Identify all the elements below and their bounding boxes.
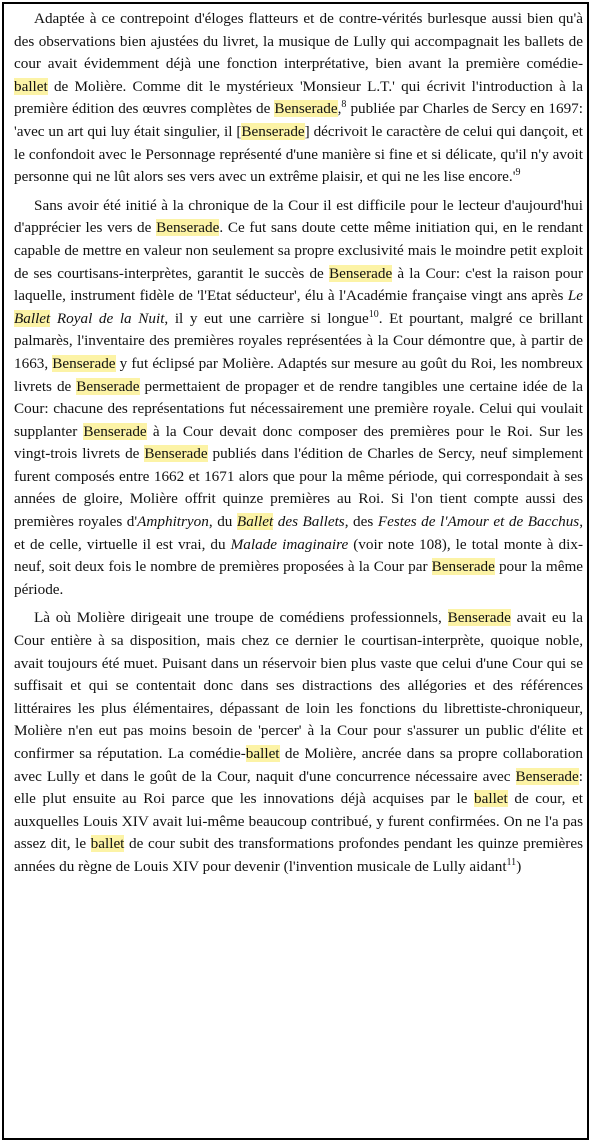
text-run: , du	[208, 513, 237, 531]
text-run: , des	[344, 513, 378, 531]
text-run: . Ce fut sans doute cette même initiation qui, en le rendant capable de mettre en valeur non seulement sa propre exclusivité mais le moindre petit exploit de ses courtisans-interprètes, garantit le succès de	[14, 219, 584, 282]
text-run: ,	[337, 100, 342, 118]
highlighted-term: ballet	[14, 77, 48, 95]
footnote-ref: 11	[506, 856, 517, 868]
text-run: à la Cour: c'est la raison pour laquelle, instrument fidèle de 'l'Etat séducteur', élu à l'Académie française vingt ans après	[14, 264, 583, 305]
footnote-ref: 8	[341, 99, 347, 111]
document-page	[2, 2, 589, 1140]
text-run: publiée par Charles de Sercy en 1697: 'avec un art qui luy était singulier, il [	[14, 100, 583, 140]
highlighted-term: ballet	[90, 835, 125, 853]
text-run: Malade imaginaire	[230, 535, 349, 553]
text-run: Là où Molière dirigeait une troupe de comédiens professionnels,	[34, 609, 448, 627]
highlighted-term: Ballet	[14, 309, 51, 327]
text-run: Festes de l'Amour et de Bacchus	[377, 513, 580, 531]
highlighted-term: Benserade	[515, 767, 579, 785]
highlighted-term: ballet	[245, 745, 280, 762]
text-run: (voir note 108), le total monte à dix-neuf, soit deux fois le nombre de premières proposées à la Cour par	[14, 535, 583, 576]
text-run: , il y eut une carrière si longue	[164, 309, 369, 327]
text-run: Le	[567, 287, 583, 305]
text-run: pour la même période.	[14, 558, 583, 598]
highlighted-term: Benserade	[156, 219, 220, 237]
text-run: de Molière. Comme dit le mystérieux 'Monsieur L.T.' qui écrivit l'introduction à la première édition des œuvres complètes de	[14, 77, 583, 118]
text-run: : elle plut ensuite au Roi parce que les innovations déjà acquises par le	[14, 767, 583, 808]
text-run: ] décrivoit le caractère de celui qui dançoit, et le confondoit avec le Personnage représenté d'une manière si fine et si délicate, qu'il n'y avoit personne qui ne lût alors ses vers avec un extrême plaisir, et qui ne les lise encore.'	[14, 122, 583, 186]
text-run: )	[516, 857, 522, 875]
highlighted-term: Benserade	[328, 264, 393, 282]
highlighted-term: Benserade	[447, 609, 511, 627]
text-run: Adaptée à ce contrepoint d'éloges flatteurs et de contre-vérités burlesque aussi bien qu'à des observations bien ajustées du livret, la musique de Lully qui accompagnait les ballets de cour avait évidemment déjà une fonction interprétative, bien avant la première comédie-	[14, 10, 583, 73]
highlighted-term: Benserade	[76, 377, 140, 395]
document-body	[14, 8, 583, 885]
text-run: des Ballets	[273, 513, 345, 531]
text-run: y fut éclipsé par Molière. Adaptés sur mesure au goût du Roi, les nombreux livrets de	[14, 354, 583, 395]
text-run: permettaient de propager et de rendre tangibles une certaine idée de la Cour: chacune des représentations fut nécessairement une première royale. Celui qui voulait supplanter	[14, 377, 583, 440]
highlighted-term: Ballet	[236, 513, 274, 531]
paragraph	[14, 8, 583, 189]
highlighted-term: Benserade	[241, 122, 305, 140]
text-run: Amphitryon	[137, 513, 209, 531]
text-run: de Molière, ancrée dans sa propre collaboration avec Lully et dans le goût de la Cour, naquit d'une concurrence nécessaire avec	[14, 745, 584, 785]
highlighted-term: Benserade	[274, 100, 338, 118]
text-run: Royal de la Nuit	[50, 309, 165, 327]
highlighted-term: ballet	[474, 790, 508, 808]
highlighted-term: Benserade	[144, 445, 208, 463]
text-run: à la Cour devait donc composer des premières pour le Roi. Sur les vingt-trois livrets de	[14, 422, 583, 463]
text-run: . Et pourtant, malgré ce brillant palmarès, l'inventaire des premières royales représentées à la Cour démontre que, à partir de 1663,	[14, 309, 583, 372]
text-run: avait eu la Cour entière à sa disposition, mais chez ce dernier le courtisan-interprète, quoique noble, avait toujours été muet. Puisant dans un réservoir bien plus vaste que celui d'une Cour qui se suffisait et qui se contentait donc dans ses distractions des allégories et des références littéraires les plus élémentaires, dépassant de loin les fonctions du librettiste-chroniqueur, Molière n'en eut pas moins besoin de 'percer' à la Cour pour s'assurer un public d'élite et confirmer sa réputation. La comédie-	[14, 609, 583, 762]
footnote-ref: 10	[368, 308, 379, 320]
text-run: , et de celle, virtuelle il est vrai, du	[14, 513, 583, 553]
paragraph	[14, 195, 583, 602]
text-run: de cour subit des transformations profondes pendant les quinze premières années du règne de Louis XIV pour devenir (l'invention musicale de Lully aidant	[14, 835, 583, 875]
highlighted-term: Benserade	[52, 354, 116, 372]
text-run: publiés dans l'édition de Charles de Sercy, neuf simplement furent composés entre 1662 et 1671 alors que pour la même période, qui correspondait à ses années de gloire, Molière offrit quinze premières au Roi. Si l'on tient compte aussi des premières royales d'	[14, 445, 584, 531]
highlighted-term: Benserade	[431, 558, 495, 576]
highlighted-term: Benserade	[83, 422, 147, 440]
text-run: de cour, et auxquelles Louis XIV avait lui-même beaucoup contribué, y furent confirmées. On ne l'a pas assez dit, le	[14, 790, 583, 853]
text-run: Sans avoir été initié à la chronique de la Cour il est difficile pour le lecteur d'aujourd'hui d'apprécier les vers de	[14, 196, 583, 237]
footnote-ref: 9	[515, 167, 521, 179]
paragraph	[14, 607, 583, 878]
